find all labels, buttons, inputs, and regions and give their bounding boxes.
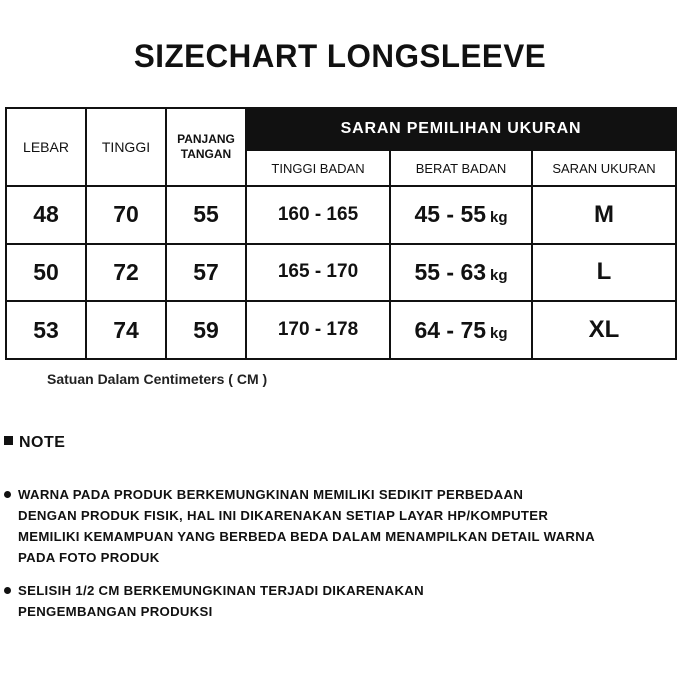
cell-berat-badan (390, 301, 532, 359)
header-tinggi-badan: TINGGI BADAN (246, 150, 390, 186)
note-item-text (18, 580, 680, 622)
table-header-row (6, 108, 676, 150)
note-item-text (18, 484, 680, 568)
header-saran-ukuran: SARAN UKURAN (532, 150, 676, 186)
cell-tinggi: 74 (86, 301, 166, 359)
note-line: PENGEMBANGAN PRODUKSI (18, 604, 213, 619)
note-item (4, 484, 680, 568)
header-tinggi: TINGGI (86, 108, 166, 186)
berat-unit: kg (490, 266, 508, 284)
cell-panjang: 59 (166, 301, 246, 359)
berat-value: 45 - 55 (414, 201, 487, 228)
cell-saran-ukuran: M (532, 186, 676, 244)
page-title: SIZECHART LONGSLEEVE (133, 38, 547, 74)
table-row (6, 244, 676, 302)
square-bullet-icon (4, 436, 13, 445)
bullet-dot-icon (4, 491, 11, 498)
header-panjang-line1: PANJANG (177, 132, 235, 146)
header-panjang-tangan (166, 108, 246, 186)
berat-unit: kg (490, 209, 508, 227)
note-line: WARNA PADA PRODUK BERKEMUNGKINAN MEMILIKI SEDIKIT PERBEDAAN (18, 487, 524, 502)
note-line: SELISIH 1/2 CM BERKEMUNGKINAN TERJADI DIKARENAKAN (18, 583, 424, 598)
note-heading (4, 434, 65, 452)
note-item (4, 580, 680, 622)
table-row (6, 301, 676, 359)
cell-panjang: 57 (166, 244, 246, 302)
note-line: MEMILIKI KEMAMPUAN YANG BERBEDA BEDA DALAM MENAMPILKAN DETAIL WARNA (18, 529, 595, 544)
note-line: DENGAN PRODUK FISIK, HAL INI DIKARENAKAN SETIAP LAYAR HP/KOMPUTER (18, 508, 549, 523)
cell-tinggi-badan: 165 - 170 (246, 244, 390, 302)
header-berat-badan: BERAT BADAN (390, 150, 532, 186)
cell-lebar: 48 (6, 186, 86, 244)
unit-note: Satuan Dalam Centimeters ( CM ) (47, 371, 268, 387)
bullet-dot-icon (4, 587, 11, 594)
cell-panjang: 55 (166, 186, 246, 244)
cell-saran-ukuran: L (532, 244, 676, 302)
cell-tinggi-badan: 170 - 178 (246, 301, 390, 359)
cell-lebar: 53 (6, 301, 86, 359)
cell-saran-ukuran: XL (532, 301, 676, 359)
size-chart-table (5, 107, 677, 360)
header-saran-pemilihan-ukuran: SARAN PEMILIHAN UKURAN (246, 108, 676, 150)
note-heading-text: NOTE (19, 434, 66, 451)
berat-unit: kg (490, 324, 508, 342)
cell-tinggi-badan: 160 - 165 (246, 186, 390, 244)
header-lebar: LEBAR (6, 108, 86, 186)
cell-berat-badan (390, 186, 532, 244)
note-line: PADA FOTO PRODUK (18, 550, 160, 565)
table-row (6, 186, 676, 244)
cell-berat-badan (390, 244, 532, 302)
header-panjang-line2: TANGAN (180, 147, 232, 161)
cell-lebar: 50 (6, 244, 86, 302)
berat-value: 64 - 75 (414, 316, 487, 343)
cell-tinggi: 72 (86, 244, 166, 302)
cell-tinggi: 70 (86, 186, 166, 244)
berat-value: 55 - 63 (414, 258, 487, 285)
